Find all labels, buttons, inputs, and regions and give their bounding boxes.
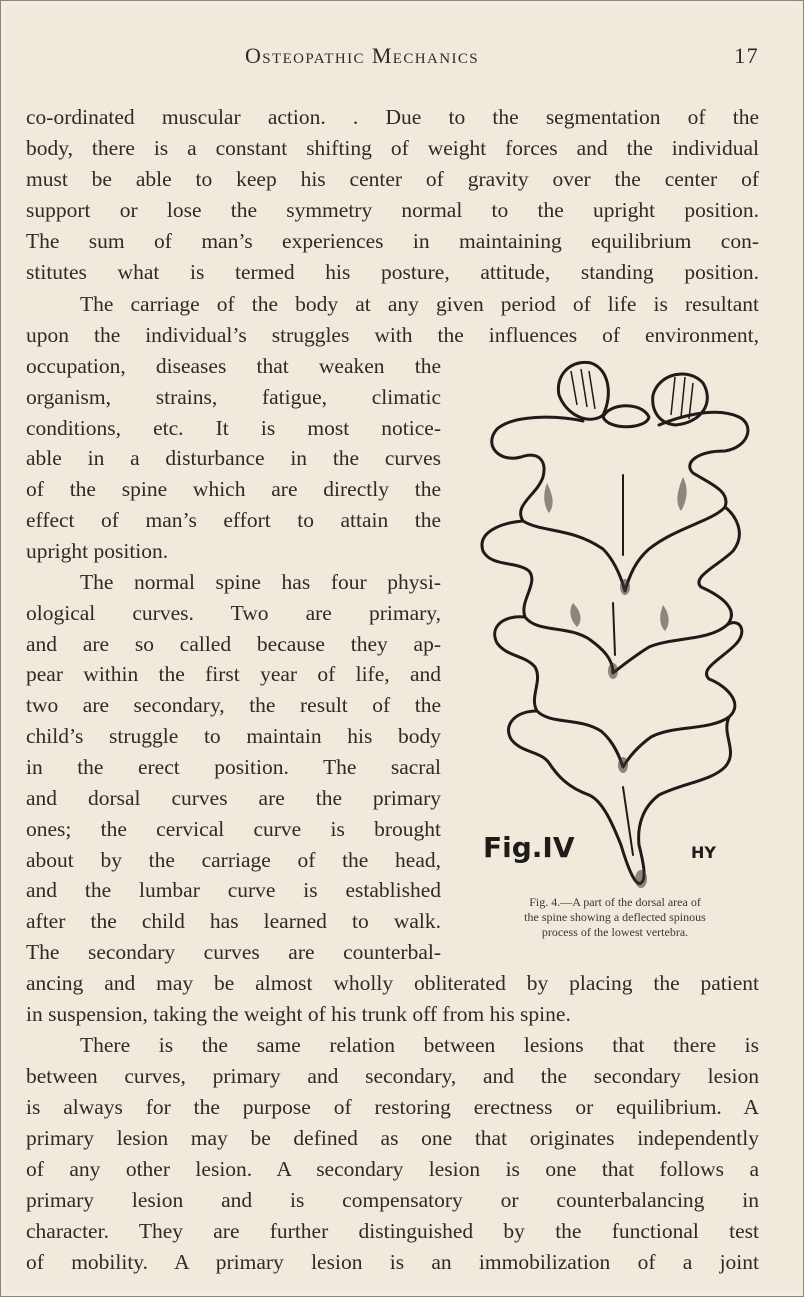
text-line: body, there is a constant shifting of weight forces and the individual	[26, 136, 759, 160]
text-line: and the lumbar curve is established	[26, 878, 441, 902]
text-line: of any other lesion. A secondary lesion is one that follows a	[26, 1157, 759, 1181]
figure-caption	[465, 895, 765, 940]
text-line: of mobility. A primary lesion is an immobilization of a joint	[26, 1250, 759, 1274]
text-line: ones; the cervical curve is brought	[26, 817, 441, 841]
text-line: organism, strains, fatigue, climatic	[26, 385, 441, 409]
text-line: ological curves. Two are primary,	[26, 601, 441, 625]
text-line: support or lose the symmetry normal to the upright position.	[26, 198, 759, 222]
text-line: stitutes what is termed his posture, attitude, standing position.	[26, 260, 759, 284]
text-line: character. They are further distinguished by the functional test	[26, 1219, 759, 1243]
text-line: and are so called because they ap-	[26, 632, 441, 656]
text-line: effect of man’s effort to attain the	[26, 508, 441, 532]
text-line: upright position.	[26, 539, 169, 563]
text-line: The normal spine has four physi-	[80, 570, 441, 594]
figure-label: Fig.IV	[483, 831, 575, 864]
caption-line: process of the lowest vertebra.	[541, 925, 689, 939]
running-title: Osteopathic Mechanics	[245, 43, 479, 68]
text-line: about by the carriage of the head,	[26, 848, 441, 872]
book-page	[5, 5, 799, 1292]
text-line: primary lesion and is compensatory or counterbalancing in	[26, 1188, 759, 1212]
text-line: ancing and may be almost wholly obliterated by placing the patient	[26, 971, 759, 995]
text-line: must be able to keep his center of gravity over the center of	[26, 167, 759, 191]
text-line: The secondary curves are counterbal-	[26, 940, 441, 964]
text-line: of the spine which are directly the	[26, 477, 441, 501]
vertebrae-drawing	[463, 355, 763, 895]
text-line: after the child has learned to walk.	[26, 909, 441, 933]
text-line: is always for the purpose of restoring erectness or equilibrium. A	[26, 1095, 759, 1119]
text-line: The carriage of the body at any given period of life is resultant	[80, 292, 759, 316]
text-line: occupation, diseases that weaken the	[26, 354, 441, 378]
text-line: in the erect position. The sacral	[26, 755, 441, 779]
text-line: conditions, etc. It is most notice-	[26, 416, 441, 440]
text-line: between curves, primary and secondary, and the secondary lesion	[26, 1064, 759, 1088]
text-line: in suspension, taking the weight of his trunk off from his spine.	[26, 1002, 571, 1026]
running-head	[5, 43, 799, 77]
text-line: able in a disturbance in the curves	[26, 446, 441, 470]
page-number: 17	[734, 43, 759, 68]
text-line: There is the same relation between lesions that there is	[80, 1033, 759, 1057]
caption-line: the spine showing a deflected spinous	[524, 910, 706, 924]
text-line: two are secondary, the result of the	[26, 693, 441, 717]
caption-line: Fig. 4.—A part of the dorsal area of	[529, 895, 701, 909]
text-line: The sum of man’s experiences in maintaining equilibrium con-	[26, 229, 759, 253]
text-line: upon the individual’s struggles with the influences of environment,	[26, 323, 759, 347]
text-line: and dorsal curves are the primary	[26, 786, 441, 810]
artist-initials: HY	[691, 843, 716, 862]
text-line: co-ordinated muscular action. . Due to the segmentation of the	[26, 105, 759, 129]
text-line: pear within the first year of life, and	[26, 662, 441, 686]
spine-illustration	[463, 355, 763, 895]
text-line: primary lesion may be defined as one that originates independently	[26, 1126, 759, 1150]
text-line: child’s struggle to maintain his body	[26, 724, 441, 748]
